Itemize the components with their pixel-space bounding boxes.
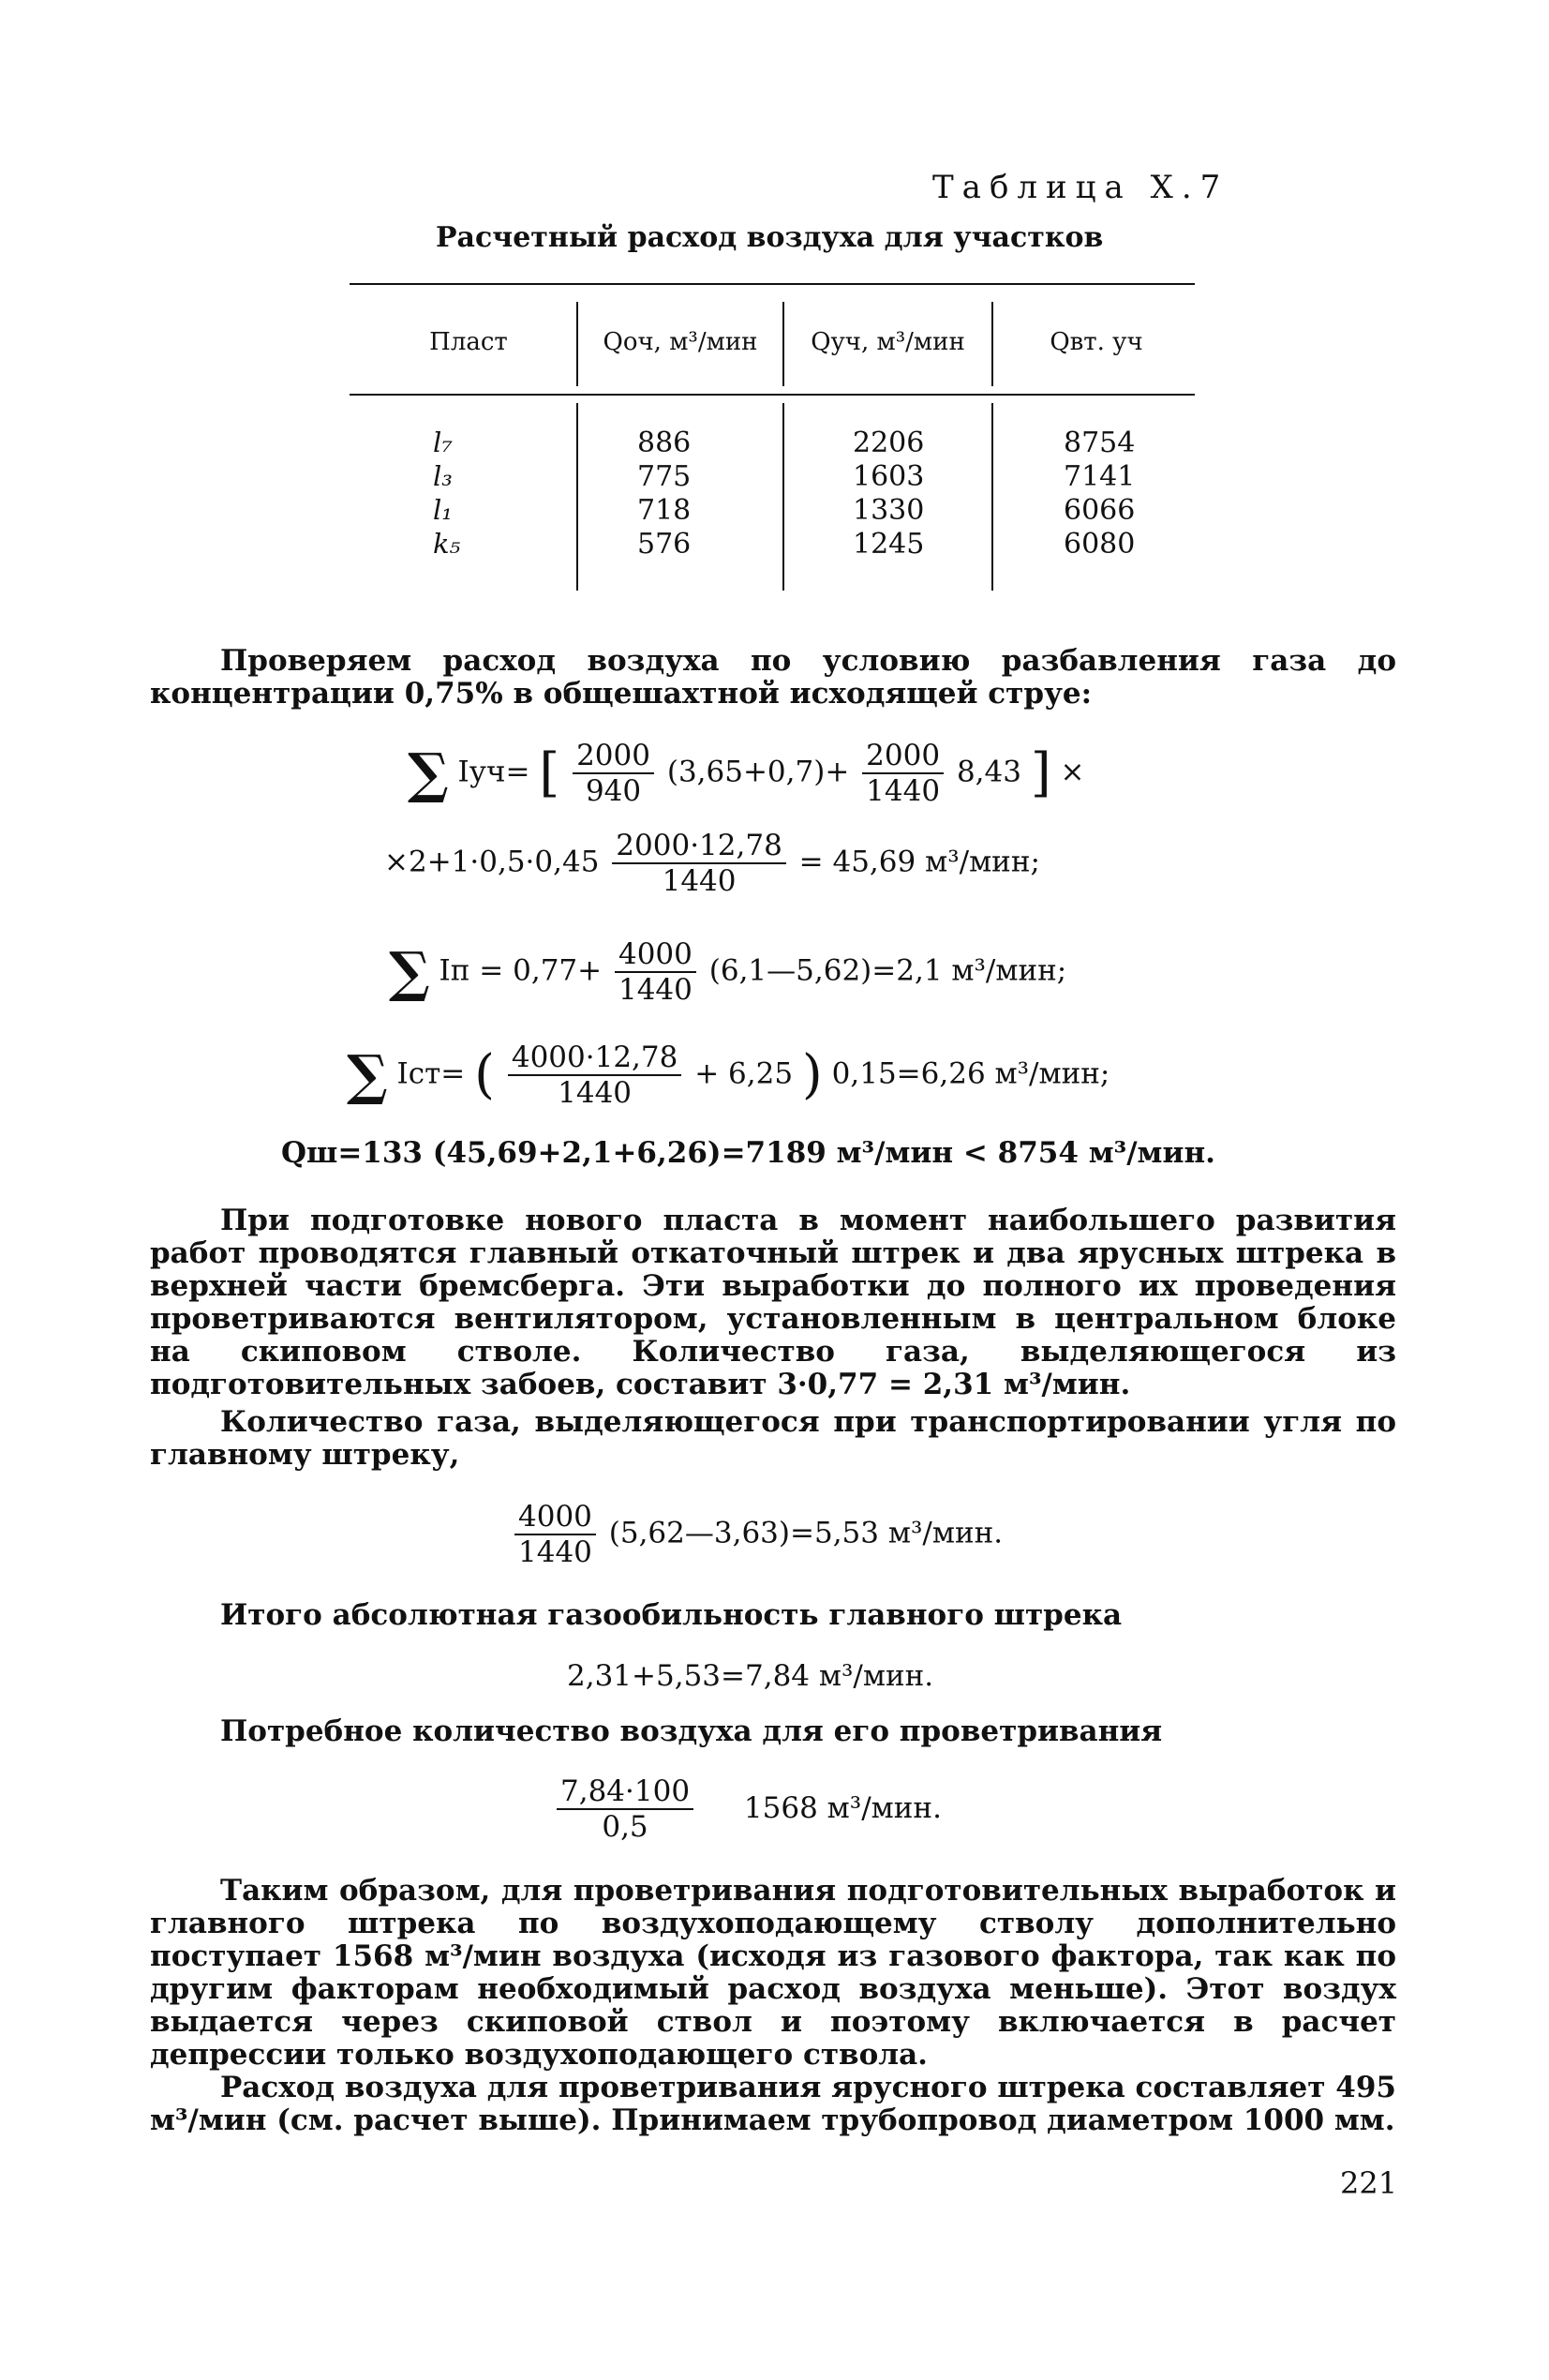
fraction: [557, 1774, 693, 1844]
table-cell-q-uch: 1245: [853, 528, 925, 561]
table-cell-q-uch: 2206: [853, 427, 925, 459]
formula-lhs: Iст=: [396, 1056, 466, 1091]
formula-result: = 45,69 м³/мин;: [798, 845, 1040, 879]
table-col-divider: [991, 302, 993, 386]
paragraph-check-air: Проверяем расход воздуха по условию разбавления газа до концентрации 0,75% в общешахтной исходящей струе:: [150, 644, 1396, 711]
table-cell-seam: k₅: [433, 528, 461, 560]
paren-left: (: [474, 1044, 495, 1105]
bracket-left: [: [539, 742, 560, 803]
sum-symbol: ∑: [408, 741, 449, 805]
denominator: 1440: [618, 973, 693, 1007]
denominator: 1440: [662, 864, 737, 898]
fraction: [862, 739, 944, 808]
formula-term: 8,43: [956, 755, 1021, 789]
table-row: [375, 460, 1190, 494]
numerator: 2000·12,78: [612, 829, 786, 864]
formula-sum-ip: [389, 937, 1066, 1007]
table-header-rule: [350, 394, 1195, 396]
sum-symbol: ∑: [389, 940, 430, 1004]
table-caption: Таблица Х.7: [932, 169, 1229, 206]
numerator: 2000: [862, 739, 944, 774]
paragraph-air-need: Потребное количество воздуха для его проветривания: [220, 1714, 1163, 1748]
table-row: [375, 528, 1190, 561]
formula-lhs: Iуч=: [457, 755, 530, 789]
formula-sum-iuch-continued: [384, 829, 1040, 898]
table-cell-q-vt: 7141: [1064, 460, 1136, 493]
formula-term: (3,65+0,7)+: [666, 755, 850, 789]
formula-result: (6,1—5,62)=2,1 м³/мин;: [708, 953, 1067, 988]
numerator: 4000: [615, 937, 696, 973]
numerator: 4000: [514, 1500, 596, 1535]
table-row: [375, 427, 1190, 460]
fraction: [508, 1040, 682, 1110]
table-header-q-uch: Qуч, м³/мин: [811, 328, 965, 356]
fraction: [612, 829, 786, 898]
paragraph-conclusion: Таким образом, для проветривания подготовительных выработок и главного штрека по воздухоподающему стволу дополнительно поступает 1568 м³/мин воздуха (исходя из газового фактора, так как по другим факторам необходимый расход воздуха меньше). Этот воздух выдается через скиповой ствол и поэтому включается в расчет депрессии только воздухоподающего ствола.: [150, 1874, 1396, 2072]
fraction: [514, 1500, 596, 1569]
formula-qsh: Qш=133 (45,69+2,1+6,26)=7189 м³/мин < 8754 м³/мин.: [281, 1136, 1215, 1170]
numerator: 4000·12,78: [508, 1040, 682, 1076]
table-col-divider: [782, 302, 784, 386]
numerator: 2000: [573, 739, 654, 774]
denominator: 1440: [518, 1535, 592, 1569]
formula-lhs: Iп = 0,77+: [439, 953, 603, 988]
table-cell-q-uch: 1330: [853, 494, 925, 527]
table-cell-q-och: 775: [637, 460, 692, 493]
table-col-divider: [576, 302, 578, 386]
table-cell-seam: l₃: [433, 460, 453, 492]
table-cell-q-och: 886: [637, 427, 692, 459]
formula-term: ×2+1·0,5·0,45: [384, 845, 600, 879]
sum-symbol: ∑: [347, 1043, 388, 1107]
page-number: 221: [1340, 2165, 1398, 2201]
formula-gas-transport: [511, 1500, 1003, 1569]
table-cell-q-uch: 1603: [853, 460, 925, 493]
table-cell-seam: l₁: [433, 494, 453, 526]
table-cell-q-vt: 8754: [1064, 427, 1136, 459]
formula-term: + 6,25: [694, 1056, 794, 1091]
fraction: [573, 739, 654, 808]
formula-result: 1568 м³/мин.: [743, 1790, 942, 1825]
formula-result: 0,15=6,26 м³/мин;: [831, 1056, 1110, 1091]
times-symbol: ×: [1060, 755, 1085, 789]
paren-right: ): [801, 1044, 823, 1105]
denominator: 1440: [866, 774, 941, 808]
denominator: 1440: [558, 1076, 633, 1110]
paragraph-gas-transport: Количество газа, выделяющегося при транспортировании угля по главному штреку,: [150, 1405, 1396, 1472]
table-title: Расчетный расход воздуха для участков: [436, 221, 1104, 254]
paragraph-total-gas: Итого абсолютная газообильность главного штрека: [220, 1598, 1123, 1632]
formula-air-need: [553, 1774, 942, 1844]
table-body: [375, 427, 1190, 561]
table-cell-q-vt: 6066: [1064, 494, 1136, 527]
numerator: 7,84·100: [557, 1774, 693, 1810]
table-top-rule: [350, 283, 1195, 285]
fraction: [615, 937, 696, 1007]
table-cell-q-vt: 6080: [1064, 528, 1136, 561]
formula-sum-ist: [347, 1040, 1110, 1110]
denominator: 940: [585, 774, 642, 808]
denominator: 0,5: [602, 1810, 648, 1844]
formula-sum-iuch: [408, 739, 1085, 808]
paragraph-pipeline: Расход воздуха для проветривания ярусного штрека составляет 495 м³/мин (см. расчет выше). Принимаем трубопровод диаметром 1000 мм.: [150, 2071, 1396, 2137]
paragraph-new-seam: При подготовке нового пласта в момент наибольшего развития работ проводятся главный откаточный штрек и два ярусных штрека в верхней части бремсберга. Эти выработки до полного их проведения проветриваются вентилятором, установленным в центральном блоке на скиповом стволе. Количество газа, выделяющегося из подготовительных забоев, составит 3·0,77 = 2,31 м³/мин.: [150, 1204, 1396, 1401]
table-cell-seam: l₇: [433, 427, 453, 458]
table-cell-q-och: 576: [637, 528, 692, 561]
table-cell-q-och: 718: [637, 494, 692, 527]
formula-total-gas: 2,31+5,53=7,84 м³/мин.: [567, 1659, 934, 1693]
formula-result: (5,62—3,63)=5,53 м³/мин.: [608, 1516, 1004, 1550]
table-header-q-vt: Qвт. уч: [1050, 328, 1143, 356]
table-header-seam: Пласт: [429, 328, 508, 356]
bracket-right: ]: [1030, 742, 1051, 803]
table-row: [375, 494, 1190, 528]
table-header-q-och: Qоч, м³/мин: [603, 328, 758, 356]
